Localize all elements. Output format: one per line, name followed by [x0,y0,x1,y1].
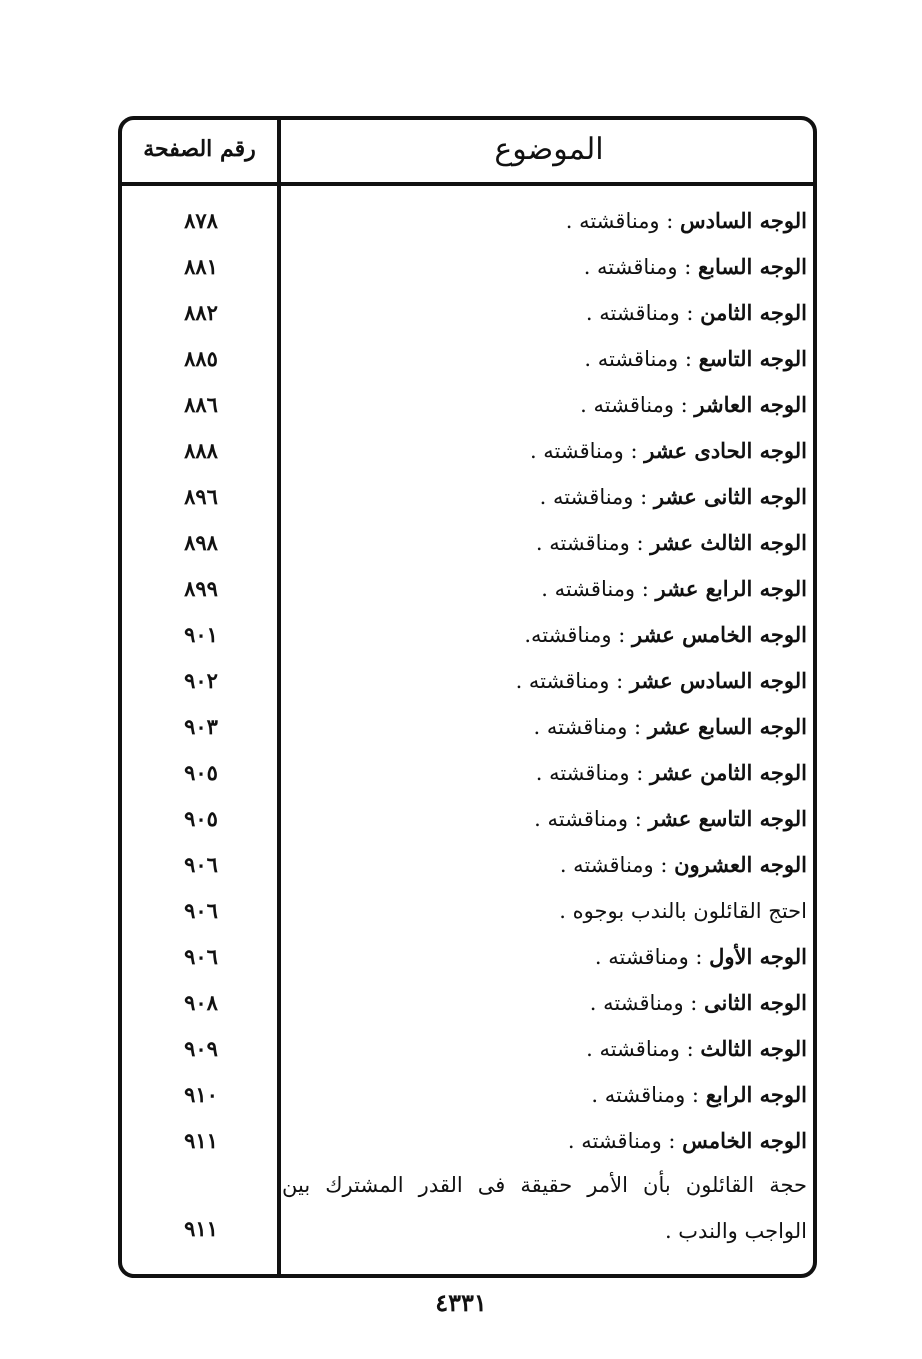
toc-entry-text: : ومناقشته . [589,991,705,1015]
toc-entry-final [282,1162,807,1254]
toc-entry [282,982,807,1024]
toc-entry-text: : ومناقشته . [559,853,675,877]
toc-entry-text: حجة القائلون بأن الأمر حقيقة فى القدر المشترك بين الواجب والندب . [282,1173,807,1243]
toc-entry-text: : ومناقشته . [515,669,630,693]
toc-entry-text: : ومناقشته . [534,807,649,831]
toc-entry-text: : ومناقشته . [529,439,645,463]
toc-entry-heading: الوجه الثانى [704,990,807,1015]
toc-entry-heading: الوجه الحادى عشر [644,438,807,463]
toc-entry-heading: الوجه العاشر [694,392,807,417]
toc-entry-text: احتج القائلون بالندب بوجوه . [559,899,807,923]
toc-page-number: ٩١١ [184,1216,218,1241]
toc-entry-heading: الوجه السادس عشر [629,668,807,693]
toc-entry-heading: الوجه الثالث عشر [650,530,807,555]
toc-entry-text: : ومناقشته . [584,347,699,371]
toc-page-number: ٩٠٢ [184,668,218,693]
toc-entry [282,292,807,334]
toc-entry [282,706,807,748]
toc-entry-heading: الوجه الرابع عشر [655,576,807,601]
toc-entry-text: : ومناقشته . [535,761,650,785]
toc-page-number: ٨٨٢ [184,300,218,325]
toc-entry-text: : ومناقشته. [524,623,632,647]
toc-entry [282,568,807,610]
toc-entry [282,844,807,886]
toc-entry-text: : ومناقشته . [583,255,698,279]
toc-entry [282,338,807,380]
toc-page-number: ٩٠٨ [184,990,218,1015]
toc-entry-heading: الوجه التاسع عشر [648,806,807,831]
toc-entry-heading: الوجه الأول [709,944,807,969]
header-divider [118,182,817,186]
toc-entry [282,246,807,288]
toc-entry-text: : ومناقشته . [591,1083,706,1107]
toc-page-number: ٨٨٨ [184,438,218,463]
topic-column-header: الموضوع [494,131,604,167]
toc-entry-text: : ومناقشته . [585,301,701,325]
toc-entry-heading: الوجه العشرون [674,852,807,877]
toc-entry-heading: الوجه الثانى عشر [653,484,807,509]
toc-page-number: ٩٠٥ [184,806,218,831]
toc-entry-heading: الوجه التاسع [698,346,807,371]
toc-entry [282,384,807,426]
toc-entry-text: : ومناقشته . [594,945,710,969]
toc-page-number: ٨٨١ [184,254,218,279]
toc-entry-heading: الوجه الثالث [700,1036,807,1061]
toc-entry-heading: الوجه الخامس [682,1128,807,1153]
page-column-header: رقم الصفحة [143,136,256,162]
toc-entry [282,890,807,932]
toc-entry-text: : ومناقشته . [565,209,681,233]
toc-entry [282,1028,807,1070]
toc-page-number: ٩٠٩ [184,1036,218,1061]
toc-entry-text: : ومناقشته . [535,531,651,555]
toc-page-number: ٩٠٣ [184,714,218,739]
toc-entry-text: : ومناقشته . [567,1129,683,1153]
toc-entry [282,430,807,472]
toc-entry-text: : ومناقشته . [541,577,656,601]
toc-entry [282,614,807,656]
toc-entry [282,936,807,978]
toc-page-number: ٩٠٥ [184,760,218,785]
toc-page-number: ٩٠٦ [184,944,218,969]
toc-page-number: ٩٠١ [184,622,218,647]
toc-page-number: ٨٨٥ [184,346,218,371]
toc-page-number: ٨٨٦ [184,392,218,417]
toc-entry-text: : ومناقشته . [533,715,648,739]
toc-entry [282,660,807,702]
toc-entry-heading: الوجه الرابع [705,1082,807,1107]
toc-entry-heading: الوجه الثامن عشر [650,760,807,785]
toc-entry-heading: الوجه السادس [680,208,807,233]
toc-entry [282,200,807,242]
column-divider [277,116,281,1278]
toc-page-number: ٨٩٨ [184,530,218,555]
toc-entry-heading: الوجه الخامس عشر [631,622,807,647]
toc-page-number: ٨٩٦ [184,484,218,509]
toc-entry [282,522,807,564]
toc-entry [282,476,807,518]
toc-page-number: ٨٩٩ [184,576,218,601]
toc-entry [282,1074,807,1116]
toc-page-number: ٩١٠ [184,1082,218,1107]
toc-entry-text: : ومناقشته . [539,485,654,509]
toc-entry-text: : ومناقشته . [580,393,695,417]
toc-page-number: ٨٧٨ [184,208,218,233]
toc-entry [282,1120,807,1162]
toc-entry-heading: الوجه الثامن [700,300,807,325]
toc-entry-heading: الوجه السابع [697,254,807,279]
toc-page-number: ٩٠٦ [184,898,218,923]
page-number: ٤٣٣١ [435,1288,487,1317]
toc-entry-heading: الوجه السابع عشر [647,714,807,739]
toc-entry-text: : ومناقشته . [586,1037,701,1061]
toc-entry [282,752,807,794]
toc-page-number: ٩١١ [184,1128,218,1153]
toc-entry [282,798,807,840]
toc-page-number: ٩٠٦ [184,852,218,877]
